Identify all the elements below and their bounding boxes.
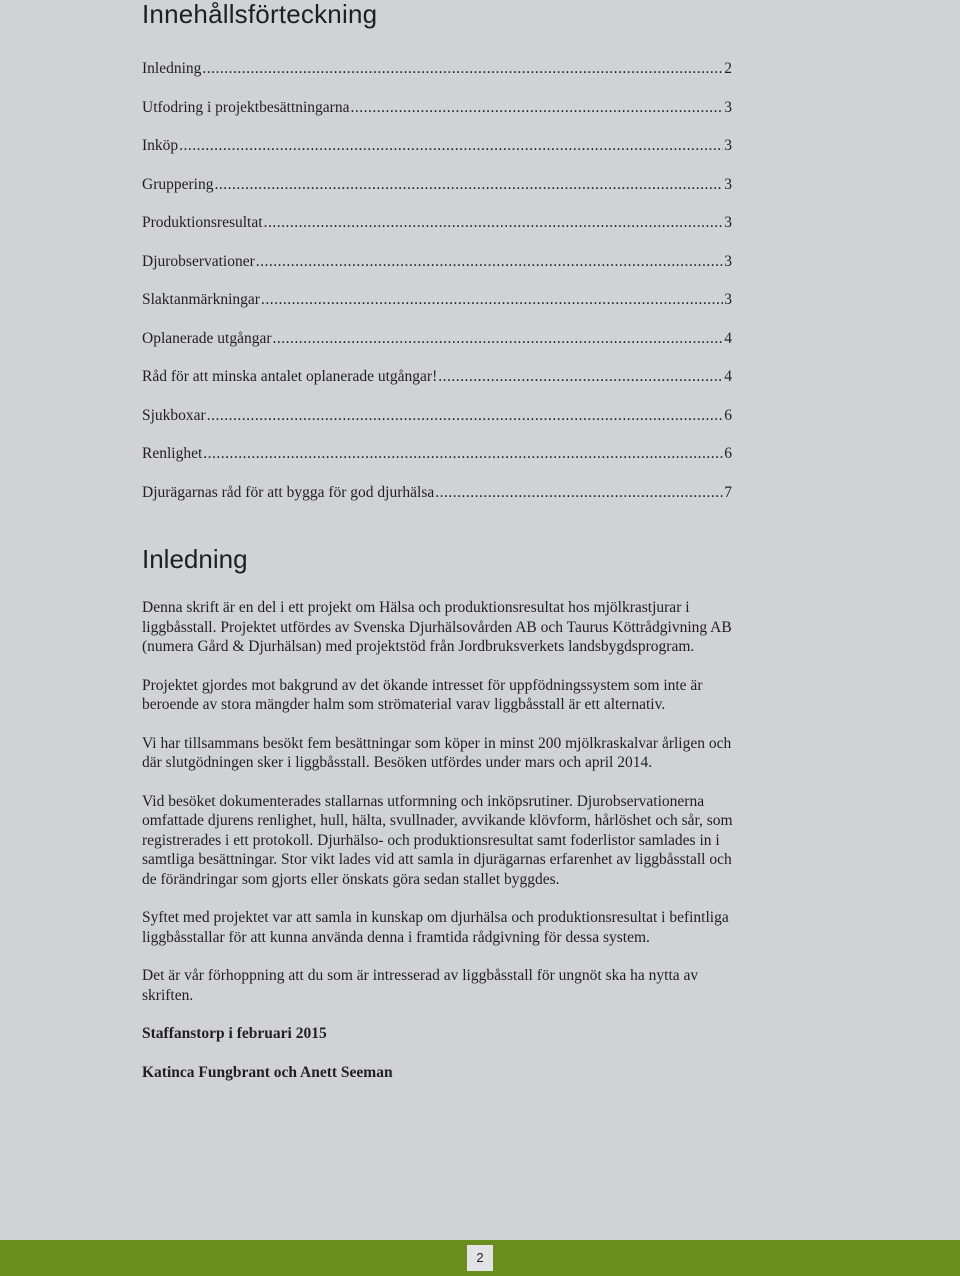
toc-entry-page: 7 — [724, 483, 732, 501]
toc-entry[interactable] — [142, 174, 732, 213]
toc-entry[interactable] — [142, 97, 732, 136]
toc-entry-page: 4 — [724, 329, 732, 347]
toc-entry[interactable] — [142, 251, 732, 290]
signature-place-date: Staffanstorp i februari 2015 — [142, 1025, 327, 1042]
body-paragraph: Projektet gjordes mot bakgrund av det ökande intresset för uppfödningssystem som inte är beroende av stora mängder halm som strömaterial varav liggbåsstall är ett alternativ. — [142, 676, 703, 713]
toc-leader-dots — [438, 366, 723, 388]
toc-entry-page: 2 — [724, 60, 732, 77]
toc-entry[interactable] — [142, 482, 732, 521]
toc-entry-page: 3 — [724, 252, 732, 270]
page-number: 2 — [467, 1245, 493, 1271]
toc-entry-page: 3 — [724, 214, 732, 231]
toc-entry-page: 4 — [724, 368, 732, 385]
body-paragraph: Denna skrift är en del i ett projekt om Hälsa och produktionsresultat hos mjölkrastjurar i liggbåsstall. Projektet utfördes av Svenska Djurhälsovården AB och Taurus Köttrådgivning AB (numera Gård & Djurhälsan) med projektstöd från Jordbruksverkets landsbygdsprogram. — [142, 599, 732, 655]
toc-leader-dots — [179, 135, 723, 157]
toc-leader-dots — [261, 289, 723, 311]
toc-entry-page: 6 — [724, 406, 732, 424]
toc-list — [142, 58, 732, 520]
toc-leader-dots — [207, 405, 724, 427]
section-heading-inledning: Inledning — [142, 544, 248, 574]
toc-entry-page: 3 — [724, 98, 732, 116]
toc-entry-label: Djurägarnas råd för att bygga för god djurhälsa — [142, 483, 435, 501]
toc-leader-dots — [273, 328, 724, 350]
toc-entry-label: Utfodring i projektbesättningarna — [142, 98, 350, 116]
toc-entry[interactable] — [142, 328, 732, 367]
signature-authors: Katinca Fungbrant och Anett Seeman — [142, 1063, 393, 1081]
toc-entry[interactable] — [142, 58, 732, 97]
toc-heading: Innehållsförteckning — [142, 0, 378, 29]
toc-entry-page: 3 — [724, 137, 732, 154]
toc-leader-dots — [350, 97, 723, 119]
toc-entry-label: Sjukboxar — [142, 406, 206, 424]
toc-leader-dots — [264, 212, 724, 234]
toc-entry-page: 3 — [724, 175, 732, 193]
body-paragraph: Vi har tillsammans besökt fem besättningar som köper in minst 200 mjölkraskalvar årligen och där slutgödningen sker i liggbåsstall. Besöken utfördes under mars och april 2014. — [142, 734, 732, 771]
toc-leader-dots — [256, 251, 723, 273]
toc-entry-label: Renlighet — [142, 445, 203, 462]
toc-entry-label: Slaktanmärkningar — [142, 291, 260, 308]
toc-entry-label: Produktionsresultat — [142, 214, 263, 231]
toc-leader-dots — [202, 58, 723, 80]
toc-entry-page: 6 — [724, 445, 732, 462]
toc-entry[interactable] — [142, 366, 732, 405]
toc-entry-label: Inledning — [142, 60, 202, 77]
toc-leader-dots — [435, 482, 723, 504]
toc-leader-dots — [214, 174, 723, 196]
body-paragraph: Vid besöket dokumenterades stallarnas utformning och inköpsrutiner. Djurobservationerna omfattade djurens renlighet, hull, hälta, svullnader, avvikande klövform, hårlöshet och sår, som registrerades i ett protokoll. Djurhälso- och produktionsresultat samt foderlistor samlades in i samtliga besättningar. Stor vikt lades vid att samla in djurägarnas erfarenhet av liggbåsstall och de förändringar som gjorts eller önskats göra sedan stallet byggdes. — [142, 792, 733, 888]
toc-entry-label: Oplanerade utgångar — [142, 329, 272, 347]
toc-entry[interactable] — [142, 289, 732, 328]
toc-entry[interactable] — [142, 405, 732, 444]
toc-entry-page: 3 — [724, 291, 732, 308]
toc-entry-label: Råd för att minska antalet oplanerade utgångar! — [142, 368, 438, 385]
body-paragraph: Syftet med projektet var att samla in kunskap om djurhälsa och produktionsresultat i befintliga liggbåsstallar för att kunna använda denna i framtida rådgivning för dessa system. — [142, 909, 729, 946]
toc-entry-label: Gruppering — [142, 175, 214, 193]
toc-entry[interactable] — [142, 443, 732, 482]
toc-leader-dots — [203, 443, 723, 465]
intro-body — [142, 598, 747, 1101]
toc-entry[interactable] — [142, 212, 732, 251]
toc-entry[interactable] — [142, 135, 732, 174]
toc-entry-label: Djurobservationer — [142, 252, 255, 270]
body-paragraph: Det är vår förhoppning att du som är intresserad av liggbåsstall för ungnöt ska ha nytta av skriften. — [142, 967, 699, 1004]
toc-entry-label: Inköp — [142, 137, 179, 154]
